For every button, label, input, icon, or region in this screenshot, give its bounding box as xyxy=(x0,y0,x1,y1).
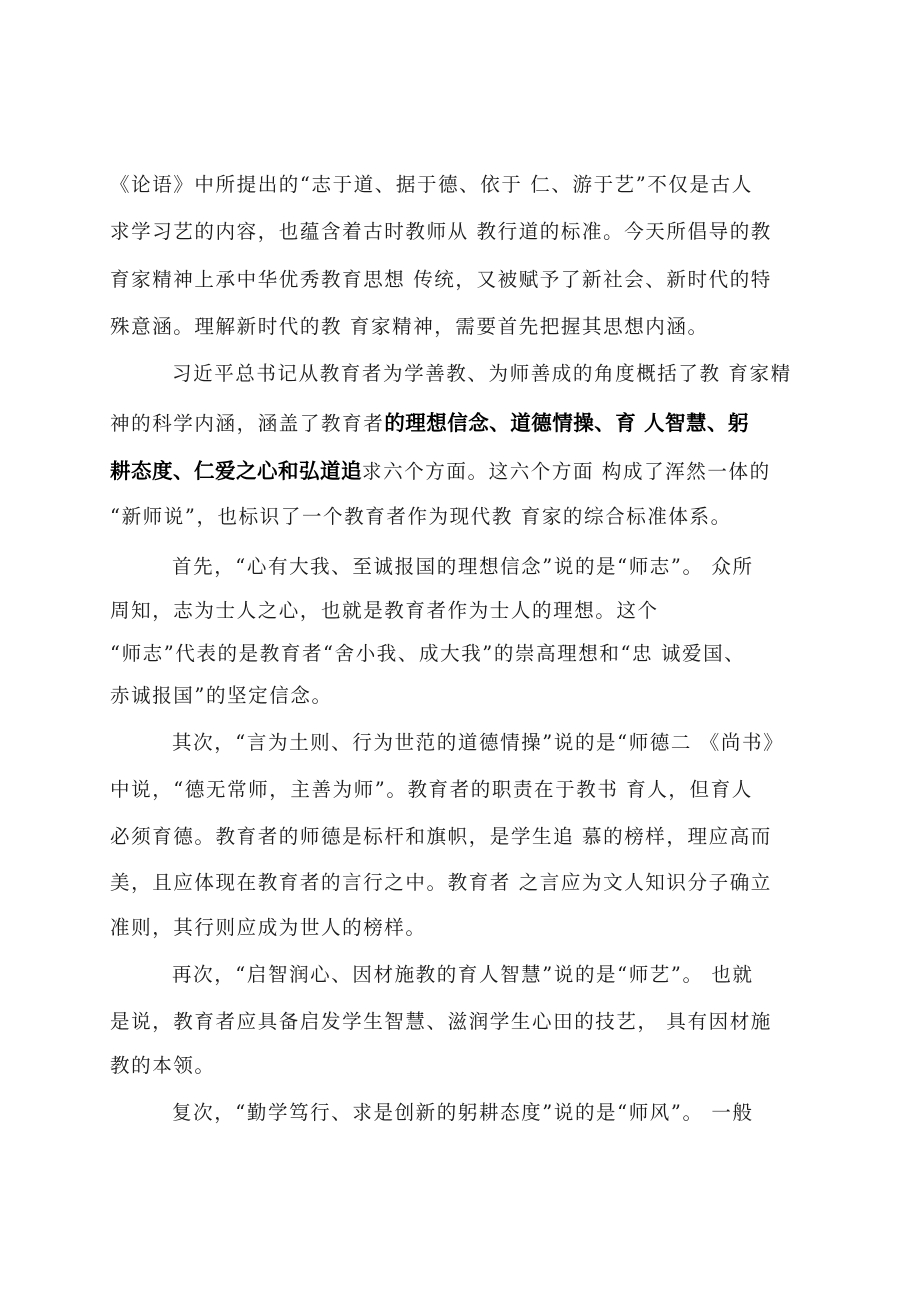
paragraph-5-line-1: 再次，“启智润心、因材施教的育人智慧”说的是“师艺”。 也就 xyxy=(172,963,754,986)
paragraph-4-line-5: 准则，其行则应成为世人的榜样。 xyxy=(110,916,427,939)
paragraph-3-line-4: 赤诚报国”的坚定信念。 xyxy=(110,684,333,707)
paragraph-1-line-4: 殊意涵。理解新时代的教 育家精神，需要首先把握其思想内涵。 xyxy=(110,315,709,338)
paragraph-5-line-3: 教的本领。 xyxy=(110,1054,216,1077)
paragraph-4-line-2: 中说，“德无常师，主善为师”。教育者的职责在于教书 育人，但育人 xyxy=(110,778,753,801)
paragraph-4-line-4: 美，且应体现在教育者的言行之中。教育者 之言应为文人知识分子确立 xyxy=(110,871,772,894)
paragraph-1-line-3: 育家精神上承中华优秀教育思想 传统，又被赋予了新社会、新时代的特 xyxy=(110,268,772,291)
paragraph-1-line-1: 《论语》中所提出的“志于道、据于德、依于 仁、游于艺”不仅是古人 xyxy=(110,173,753,196)
paragraph-2-line-1: 习近平总书记从教育者为学善教、为师善成的角度概括了教 育家精 xyxy=(172,362,792,385)
paragraph-3-line-3: “师志”代表的是教育者“舍小我、成大我”的崇高理想和“忠 诚爱国、 xyxy=(110,642,746,665)
paragraph-1-line-2: 求学习艺的内容，也蕴含着古时教师从 教行道的标准。今天所倡导的教 xyxy=(110,220,772,243)
paragraph-2-line-2-plain: 神的科学内涵，涵盖了教育者 xyxy=(110,412,385,435)
paragraph-4-line-3: 必须育德。教育者的师德是标杆和旗帜，是学生追 慕的榜样，理应高而 xyxy=(110,825,772,848)
paragraph-3-line-2: 周知，志为士人之心，也就是教育者作为士人的理想。这个 xyxy=(110,599,659,622)
paragraph-2-line-3 xyxy=(110,457,812,485)
paragraph-2-line-3-plain: 求六个方面。这六个方面 构成了浑然一体的 xyxy=(362,460,771,483)
paragraph-2-line-2 xyxy=(110,409,812,437)
paragraph-2-line-3-bold: 耕态度、仁爱之心和弘道追 xyxy=(110,459,362,483)
paragraph-3-line-1: 首先，“心有大我、至诚报国的理想信念”说的是“师志”。 众所 xyxy=(172,555,754,578)
paragraph-2-line-4: “新师说”，也标识了一个教育者作为现代教 育家的综合标准体系。 xyxy=(110,505,732,528)
paragraph-2-line-2-bold: 的理想信念、道德情操、育 人智慧、躬 xyxy=(384,411,749,435)
paragraph-5-line-2: 是说，教育者应具备启发学生智慧、滋润学生心田的技艺， 具有因材施 xyxy=(110,1010,772,1033)
paragraph-6-line-1: 复次，“勤学笃行、求是创新的躬耕态度”说的是“师风”。 一般 xyxy=(172,1101,754,1124)
paragraph-4-line-1: 其次，“言为土则、行为世范的道德情操”说的是“师德二 《尚书》 xyxy=(172,731,785,754)
